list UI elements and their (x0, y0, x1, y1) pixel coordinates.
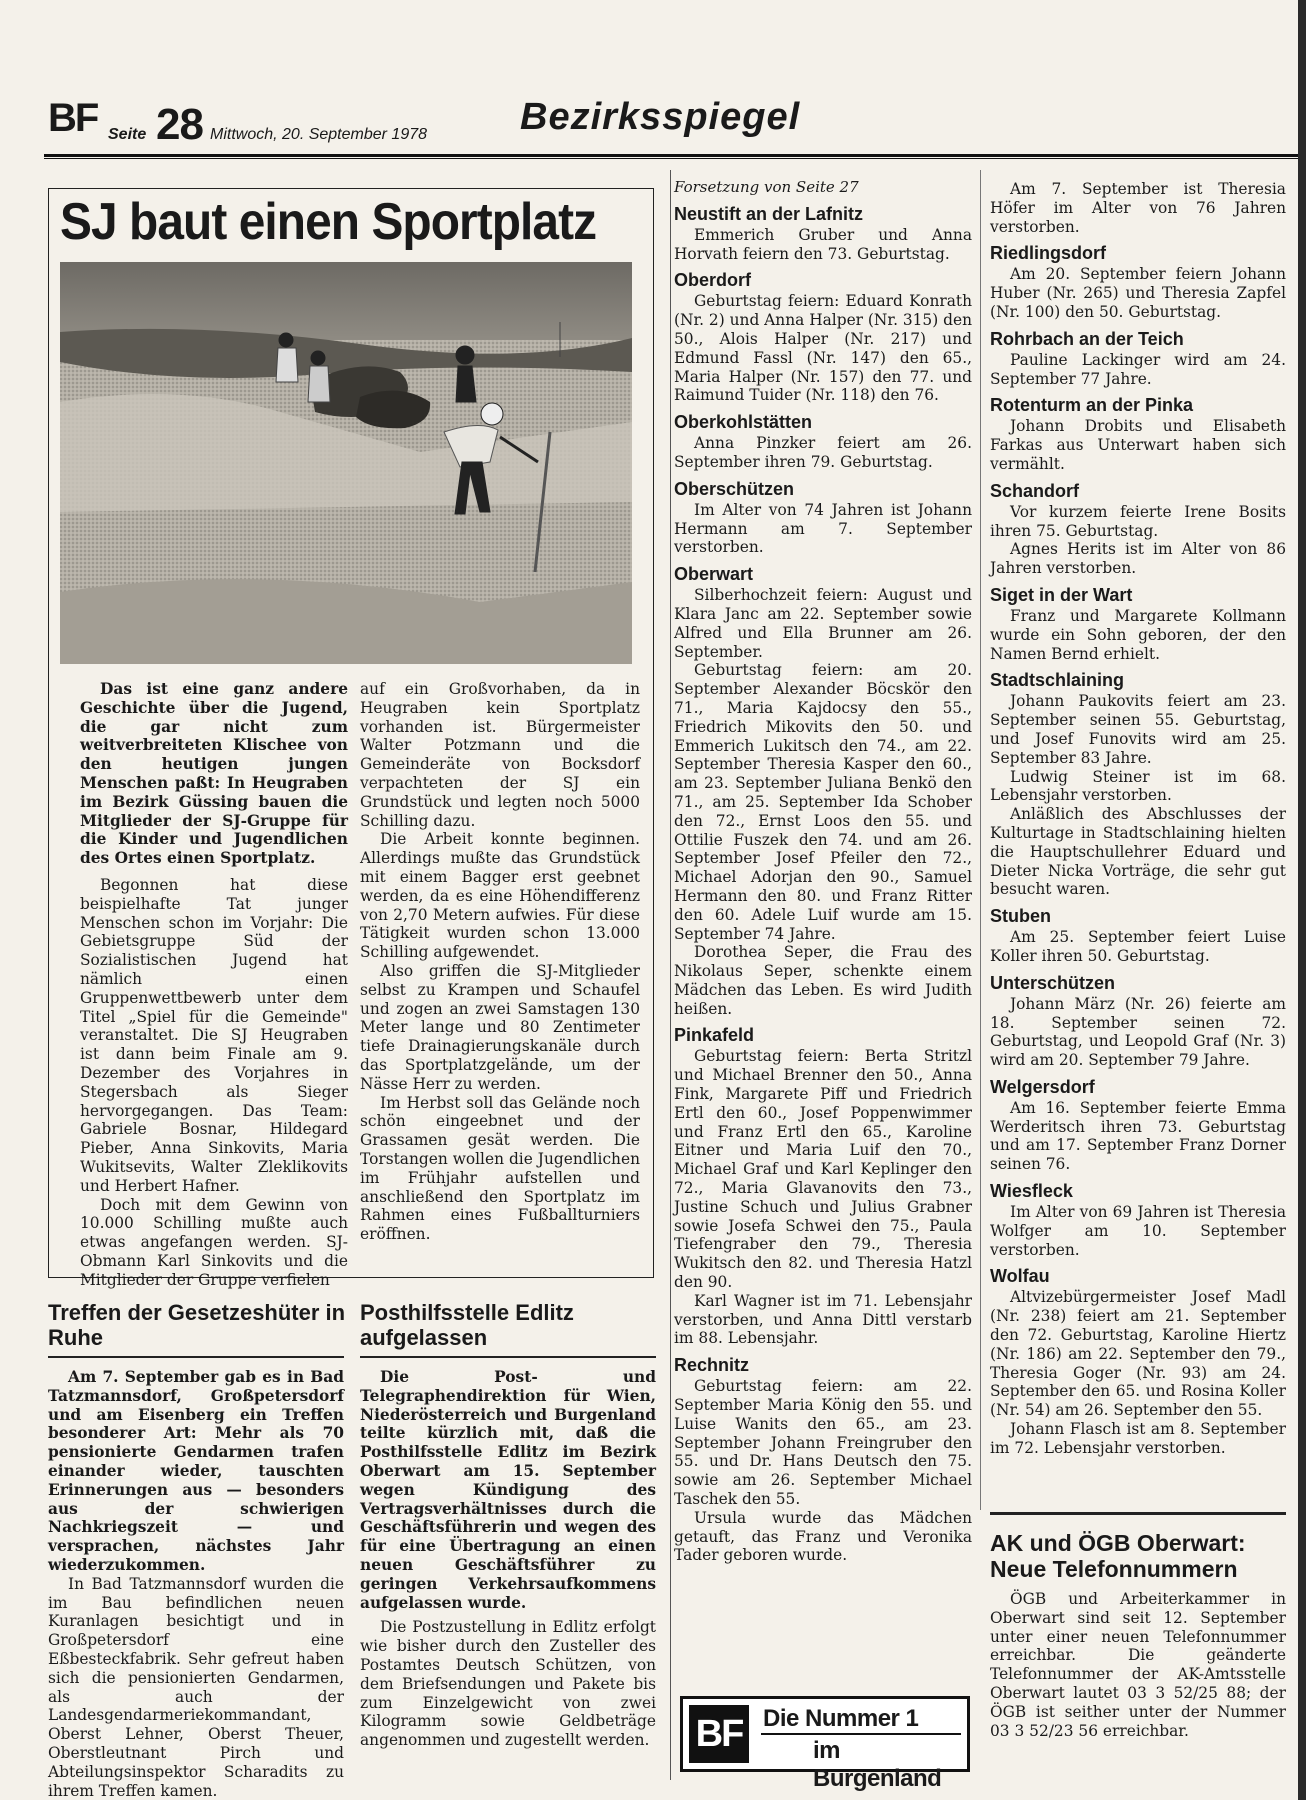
notice-text: Altvizebürgermeister Josef Madl (Nr. 238) feiert am 21. September den 72. Geburtstag, Karoline Hiertz (Nr. 186) am 22. September den 79., Theresia Goger (Nr. 93) am 24. September den 65. und Rosina Koller (Nr. 54) am 26. September den 55. (990, 1288, 1286, 1420)
notice-text: Johann März (Nr. 26) feierte am 18. September seinen 72. Geburtstag, und Leopold Graf (Nr. 3) wird am 20. September 79 Jahre. (990, 994, 1286, 1070)
notice-text: Anna Pinzker feiert am 26. September ihren 79. Geburtstag. (674, 434, 972, 471)
notice-text: Am 25. September feiert Luise Koller ihren 50. Geburtstag. (990, 928, 1286, 965)
place-heading: Riedlingsdorf (990, 243, 1106, 264)
place-heading: Pinkafeld (674, 1025, 755, 1046)
place-heading: Rotenturm an der Pinka (990, 395, 1194, 416)
notices-list (674, 203, 972, 1565)
ak-headline: AK und ÖGB Oberwart: Neue Telefonnummern (990, 1530, 1246, 1582)
notices-column-2 (990, 180, 1286, 1458)
notice-text: Karl Wagner ist im 71. Lebensjahr verstorben, und Anna Dittl verstarb im 88. Lebensjahr. (674, 1291, 972, 1348)
place-heading: Rohrbach an der Teich (990, 328, 1184, 349)
notice-text: Vor kurzem feierte Irene Bosits ihren 75. Geburtstag. (990, 502, 1286, 540)
continuation-note: Forsetzung von Seite 27 (674, 178, 859, 196)
place-heading: Stadtschlaining (990, 670, 1125, 691)
notice-text: Im Alter von 74 Jahren ist Johann Hermann am 7. September verstorben. (674, 500, 972, 557)
page-edge-shadow (1298, 0, 1306, 1800)
column-divider (980, 170, 981, 1510)
notice-text: Geburtstag feiern: am 20. September Alexander Böcskör den 71., Maria Kajdocsy den 55., Friedrich Mikovits den 50. und Emmerich Lukitsch den 74., am 22. September Theresia Kasper den 60., am 23. September Juliana Benkö den 71., am 25. September Ida Schober den 72., Ernst Loos den 55. und Ottilie Fuszek den 74. und am 26. September Josef Pfeiler den 72., Michael Adorjan den 90., Samuel Hermann den 80. und Franz Ritter den 60. Adele Luif wurde am 15. September 74 Jahre. (674, 661, 972, 943)
issue-date: Mittwoch, 20. September 1978 (210, 126, 428, 143)
notices-list (990, 242, 1286, 1457)
paragraph: Begonnen hat diese beispielhafte Tat junger Menschen schon im Vorjahr: Die Gebietsgruppe Süd der Sozialistischen Jugend hat nämlich einen Gruppenwettbewerb unter dem Titel „Spiel für die Gemeinde" veranstaltet. Die SJ Heugraben ist dann beim Finale am 9. Dezember des Vorjahres in Stegersbach als Sieger hervorgegangen. Das Team: Gabriele Bosnar, Hildegard Pieber, Anna Sinkovits, Maria Wukitsevits, Walter Zleklikovits und Herbert Hafner. (80, 875, 348, 1195)
paragraph: Doch mit dem Gewinn von 10.000 Schilling mußte auch etwas angefangen werden. SJ-Obmann Karl Sinkovits und die Mitglieder der Gruppe verfielen (80, 1195, 348, 1289)
gendarmen-article (48, 1368, 344, 1800)
ad-slogan-line2: im Burgenland (813, 1737, 942, 1792)
headline-rule (990, 1512, 1286, 1515)
place-heading: Siget in der Wart (990, 584, 1133, 605)
notice-text: Johann Paukovits feiert am 23. September seinen 55. Geburtstag, und Josef Funovits wird am 25. September 83 Jahre. (990, 692, 1286, 767)
notice-text: Am 16. September feierte Emma Werderitsch ihren 73. Geburtstag und am 17. September Franz Dorner seinen 76. (990, 1098, 1286, 1174)
notice-text: Emmerich Gruber und Anna Horvath feiern den 73. Geburtstag. (674, 225, 972, 263)
notice-text: Geburtstag feiern: Eduard Konrath (Nr. 2) und Anna Halper (Nr. 315) den 50., Alois Halper (Nr. 217) und Edmund Fassl (Nr. 147) den 65., Maria Halper (Nr. 157) den 77. und Raimund Tuider (Nr. 118) den 76. (674, 292, 972, 405)
ad-slogan-line1: Die Nummer 1 (763, 1705, 919, 1732)
masthead-rule-thin (44, 158, 1300, 159)
headline-rule (48, 1356, 344, 1358)
section-title: Bezirksspiegel (520, 96, 801, 138)
main-article-col2 (360, 680, 640, 1244)
paragraph: Also griffen die SJ-Mitglieder selbst zu Krampen und Schaufel und zogen an zwei Samstagen 130 Meter lange und 80 Zentimeter tiefe Drainagierungskanäle durch das Sportplatzgelände, um der Nässe Herr zu werden. (360, 961, 640, 1093)
lead-paragraph: Das ist eine ganz andere Geschichte über die Jugend, die gar nicht zum weitverbreiteten Klischee von den heutigen jungen Menschen paßt: In Heugraben im Bezirk Güssing bauen die Mitglieder der SJ-Gruppe für die Kinder und Jugendlichen des Ortes einen Sportplatz. (80, 680, 348, 868)
paragraph: Die Postzustellung in Edlitz erfolgt wie bisher durch den Zusteller des Postamtes Deutsch Schützen, von dem Briefsendungen und Pakete bis zum Einzelgewicht von zwei Kilogramm sowie Geldbeträge angenommen und zugestellt werden. (360, 1618, 656, 1750)
paragraph: auf ein Großvorhaben, da in Heugraben kein Sportplatz vorhanden ist. Bürgermeister Walter Potzmann und die Gemeinderäte von Bocksdorf verpachteten der SJ ein Grundstück und legten noch 5000 Schilling dazu. (360, 680, 640, 830)
photo-workers-digging (60, 262, 632, 664)
place-heading: Wolfau (990, 1266, 1050, 1287)
notice-text: Am 20. September feiern Johann Huber (Nr. 265) und Theresia Zapfel (Nr. 100) den 50. Geburtstag. (990, 265, 1286, 321)
place-heading: Neustift an der Lafnitz (674, 203, 864, 224)
main-headline: SJ baut einen Sportplatz (60, 193, 597, 251)
page-label: Seite (108, 126, 147, 143)
notice-text: Agnes Herits ist im Alter von 86 Jahren verstorben. (990, 540, 1286, 578)
notice-text: Dorothea Seper, die Frau des Nikolaus Seper, schenkte einem Mädchen das Leben. Es wird Judith heißen. (674, 943, 972, 1018)
notice-text: Anläßlich des Abschlusses der Kulturtage in Stadtschlaining hielten die Hauptschullehrer Eduard und Dieter Nicka Vorträge, die sehr gut besucht waren. (990, 805, 1286, 899)
headline-rule (360, 1356, 656, 1358)
notices-column-1 (674, 178, 972, 1565)
place-heading: Oberschützen (674, 478, 795, 499)
notice-text: Pauline Lackinger wird am 24. September 77 Jahre. (990, 350, 1286, 388)
place-heading: Stuben (990, 906, 1051, 927)
place-heading: Welgersdorf (990, 1076, 1095, 1097)
main-article-col1 (80, 680, 348, 1290)
place-heading: Wiesfleck (990, 1181, 1073, 1202)
notice-text: Geburtstag feiern: Berta Stritzl und Michael Brenner den 50., Anna Fink, Margarete Piff und Friedrich Ertl den 60., Josef Poppenwimmer und Franz Ertl den 65., Karoline Eitner und Maria Luif den 70., Michael Graf und Karl Keplinger den 72., Maria Glavanovits den 73., Justine Schuch und Julius Grabner sowie Josefa Schwei den 75., Paula Tiefengraber den 79., Theresia Wukitsch den 82. und Theresia Hatzl den 90. (674, 1047, 972, 1292)
paragraph: Am 7. September ist Theresia Höfer im Alter von 76 Jahren verstorben. (990, 180, 1286, 236)
notice-text: Im Alter von 69 Jahren ist Theresia Wolfger am 10. September verstorben. (990, 1203, 1286, 1259)
advertisement (680, 1696, 970, 1792)
paragraph: In Bad Tatzmannsdorf wurden die im Bau befindlichen neuen Kuranlagen besichtigt und in Großpetersdorf eine Eßbesteckfabrik. Sehr gefreut haben sich die pensionierten Gendarmen, als auch der Landesgendarmeriekommandant, Oberst Lehner, Oberst Theuer, Oberstleutnant Pirch und Abteilungsinspektor Scharadits zu ihrem Treffen kamen. (48, 1574, 344, 1800)
paragraph: Die Arbeit konnte beginnen. Allerdings mußte das Grundstück mit einem Bagger erst geebnet werden, da es eine Höhendifferenz von 2,70 Metern aufwies. Für diese Tätigkeit wurden schon 13.000 Schilling aufgewendet. (360, 830, 640, 962)
post-headline: Posthilfsstelle Edlitz aufgelassen (360, 1300, 574, 1350)
place-heading: Rechnitz (674, 1355, 750, 1376)
place-heading: Oberdorf (674, 270, 752, 291)
post-article (360, 1368, 656, 1750)
ad-logo: BF (689, 1705, 749, 1763)
place-heading: Oberwart (674, 564, 754, 585)
notice-text: Franz und Margarete Kollmann wurde ein Sohn geboren, der den Namen Bernd erhielt. (990, 606, 1286, 663)
page-number: 28 (156, 100, 203, 149)
notice-text: Ursula wurde das Mädchen getauft, das Franz und Veronika Tader geboren wurde. (674, 1508, 972, 1565)
masthead-rule (44, 154, 1300, 157)
paragraph: Im Herbst soll das Gelände noch schön eingeebnet und der Grassamen gesät werden. Die Torstangen wollen die Jugendlichen im Frühjahr aufstellen und anschließend den Sportplatz im Rahmen eines Fußballturniers eröffnen. (360, 1093, 640, 1244)
gendarmen-headline: Treffen der Gesetzeshüter in Ruhe (48, 1300, 346, 1350)
lead-paragraph: Am 7. September gab es in Bad Tatzmannsdorf, Großpetersdorf und am Eisenberg ein Treffen besonderer Art: Mehr als 70 pensionierte Gendarmen trafen einander wieder, tauschten Erinnerungen aus — besonders aus der schwierigen Nachkriegszeit — und versprachen, nächstes Jahr wiederzukommen. (48, 1368, 344, 1574)
place-heading: Unterschützen (990, 972, 1116, 993)
notice-text: Silberhochzeit feiern: August und Klara Janc am 22. September sowie Alfred und Ella Brunner am 26. September. (674, 586, 972, 661)
paragraph: ÖGB und Arbeiterkammer in Oberwart sind seit 12. September unter einer neuen Telefonnummer erreichbar. Die geänderte Telefonnummer der AK-Amtsstelle Oberwart lautet 03 3 52/25 88; der ÖGB ist seither unter der Nummer 03 3 52/23 56 erreichbar. (990, 1590, 1286, 1740)
notice-text: Johann Flasch ist am 8. September im 72. Lebensjahr verstorben. (990, 1420, 1286, 1457)
ad-underline (761, 1733, 961, 1735)
place-heading: Oberkohlstätten (674, 412, 813, 433)
notice-text: Geburtstag feiern: am 22. September Maria König den 55. und Luise Wanits den 65., am 23. September Johann Freingruber den 55. und Dr. Hans Deutsch den 75. sowie am 26. September Michael Taschek den 55. (674, 1377, 972, 1509)
column-divider (670, 170, 671, 1780)
lead-paragraph: Die Post- und Telegraphendirektion für Wien, Niederösterreich und Burgenland teilte kürzlich mit, daß die Posthilfsstelle Edlitz im Bezirk Oberwart am 15. September wegen Kündigung des Vertragsverhältnisses durch die Geschäftsführerin und wegen des für eine Übertragung an einen neuen Geschäftsführer zu geringen Verkehrsaufkommens aufgelassen wurde. (360, 1368, 656, 1612)
article-photo (60, 262, 632, 664)
notice-text: Ludwig Steiner ist im 68. Lebensjahr verstorben. (990, 767, 1286, 805)
newspaper-logo: BF (48, 96, 98, 140)
ak-article (990, 1590, 1286, 1740)
place-heading: Schandorf (990, 480, 1080, 501)
notice-text: Johann Drobits und Elisabeth Farkas aus Unterwart haben sich vermählt. (990, 417, 1286, 473)
